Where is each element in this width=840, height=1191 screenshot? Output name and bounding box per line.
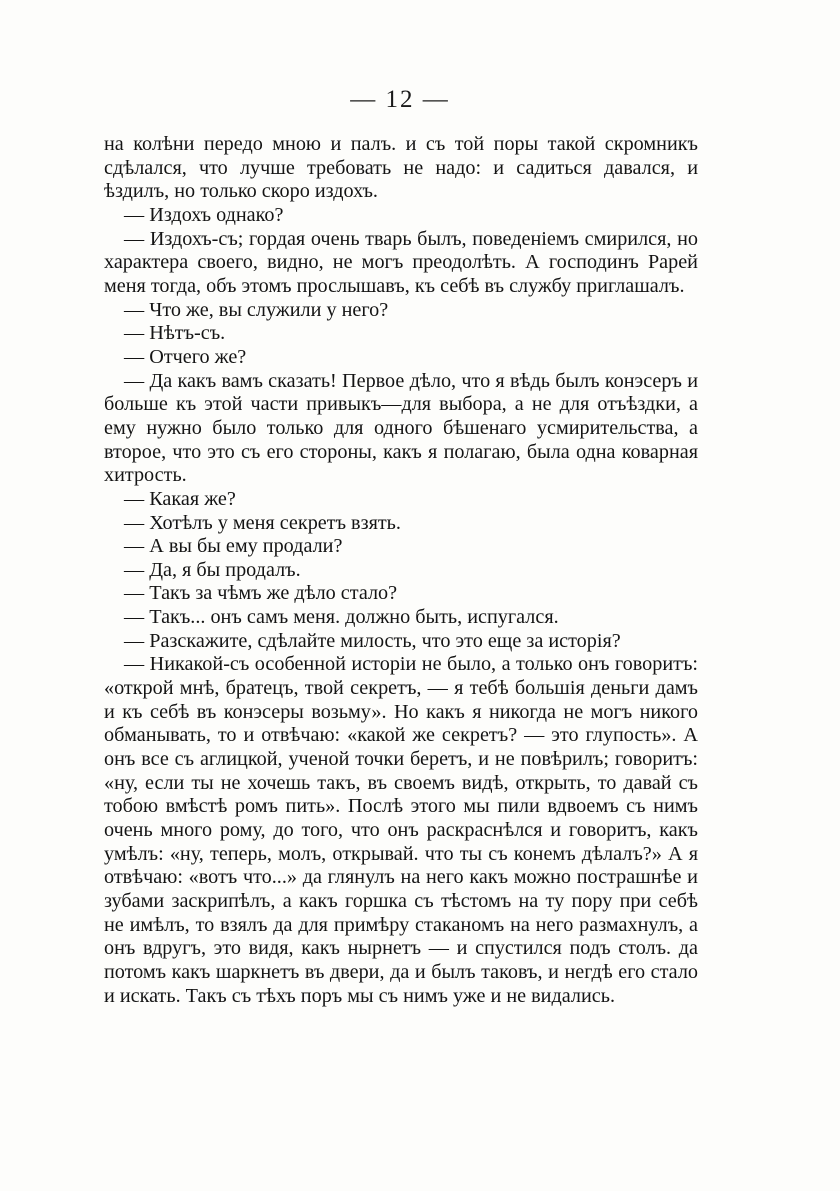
- dialogue-line: — Издохъ однако?: [124, 203, 284, 226]
- dialogue-line: — Хотѣлъ у меня секретъ взять.: [124, 511, 401, 534]
- dialogue-line: — Никакой-съ особенной исторіи не было, а только онъ говоритъ: «открой мнѣ, братецъ, твой секретъ, — я тебѣ большія деньги дамъ и къ себѣ въ конэсеры возьму». Но какъ я никогда не могъ никого обманывать, то и отвѣчаю: «какой же секретъ? — это глупость». А онъ все съ аглицкой, ученой точки беретъ, и не повѣрилъ; говоритъ: «ну, если ты не хочешь такъ, въ своемъ видѣ, открыть, то давай съ тобою вмѣстѣ ромъ пить». Послѣ этого мы пили вдвоемъ съ нимъ очень много рому, до того, что онъ раскраснѣлся и говоритъ, какъ умѣлъ: «ну, теперь, молъ, открывай. что ты съ конемъ дѣлалъ?» А я отвѣчаю: «вотъ что...» да глянулъ на него какъ можно пострашнѣе и зубами заскрипѣлъ, а какъ горшка съ тѣстомъ на ту пору при себѣ не имѣлъ, то взялъ да для примѣру стаканомъ на него размахнулъ, а онъ вдругъ, это видя, какъ нырнетъ — и спустился подъ столъ. да потомъ какъ шаркнетъ въ двери, да и былъ таковъ, и негдѣ его стало и искать. Такъ съ тѣхъ поръ мы съ нимъ уже и не видались.: [104, 653, 698, 1007]
- dialogue-line: — Издохъ-съ; гордая очень тварь былъ, поведеніемъ смирился, но характера своего, видно, не могъ преодолѣть. А господинъ Рарей меня тогда, объ этомъ прослышавъ, къ себѣ въ службу приглашалъ.: [104, 227, 698, 297]
- dialogue-line: — Такъ за чѣмъ же дѣло стало?: [124, 582, 398, 605]
- dialogue-line: — Разскажите, сдѣлайте милость, что это еще за исторія?: [124, 629, 621, 652]
- dialogue-line: — Да, я бы продалъ.: [124, 558, 301, 581]
- page-body-text: [104, 133, 698, 1008]
- dialogue-line: — А вы бы ему продали?: [124, 535, 343, 558]
- dialogue-line: — Что же, вы служили у него?: [124, 298, 389, 321]
- dialogue-line: — Какая же?: [124, 487, 236, 510]
- dialogue-line: — Нѣтъ-съ.: [124, 322, 226, 345]
- dialogue-line: — Да какъ вамъ сказать! Первое дѣло, что я вѣдь былъ конэсеръ и больше къ этой части привыкъ—для выбора, а не для отъѣздки, а ему нужно было только для одного бѣшенаго усмирительства, а второе, что это съ его стороны, какъ я полагаю, была одна коварная хитрость.: [104, 369, 698, 487]
- page-number-header: — 12 —: [350, 86, 450, 113]
- dialogue-line: — Такъ... онъ самъ меня. должно быть, испугался.: [124, 606, 559, 629]
- paragraph: на колѣни передо мною и палъ. и съ той поры такой скромникъ сдѣлался, что лучше требовать не надо: и садиться давался, и ѣздилъ, но только скоро издохъ.: [104, 133, 698, 203]
- dialogue-line: — Отчего же?: [124, 345, 247, 368]
